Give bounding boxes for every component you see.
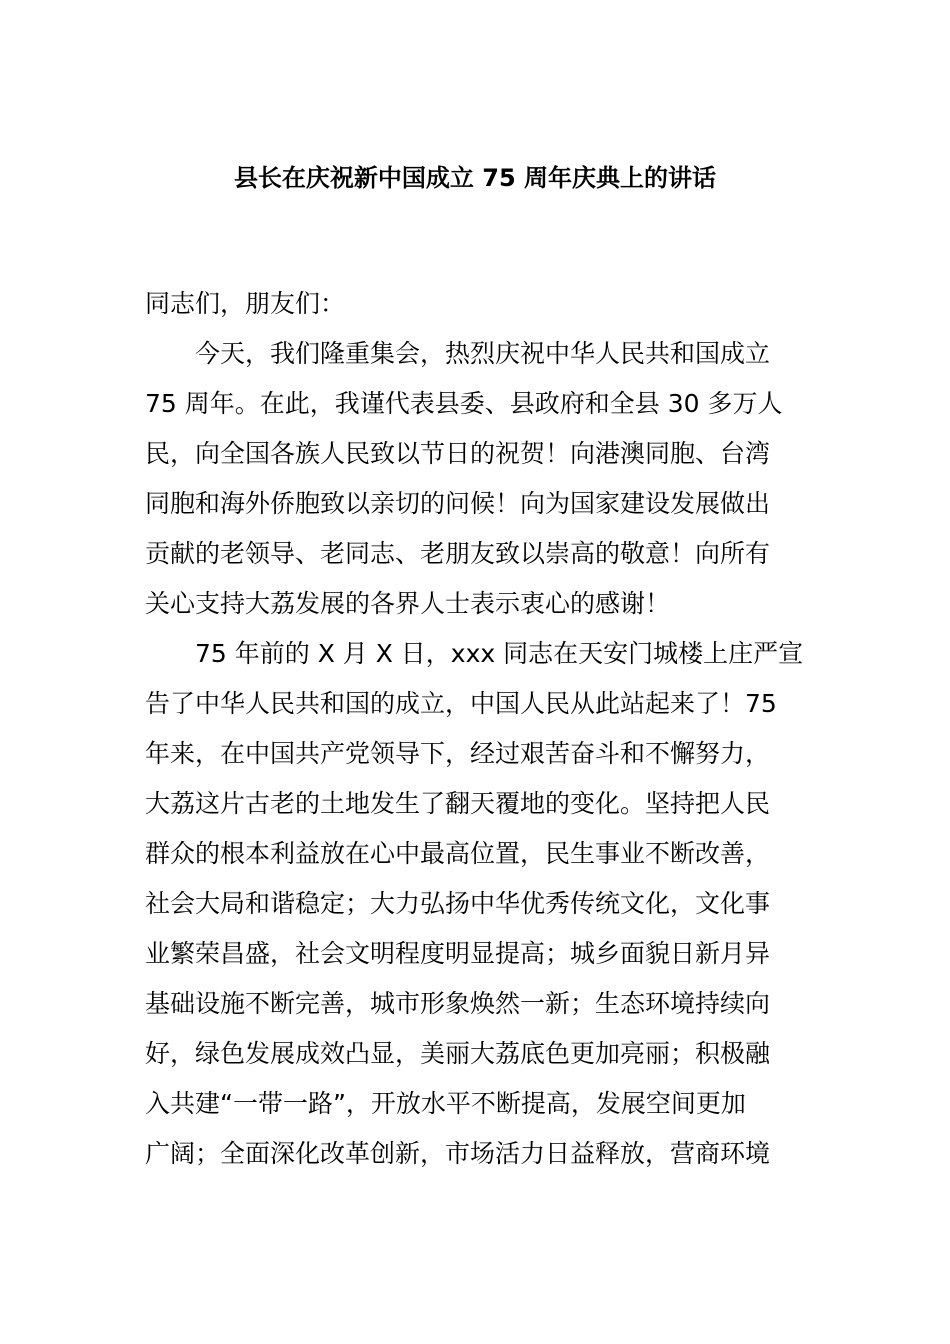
paragraph-line: 同胞和海外侨胞致以亲切的问候！向为国家建设发展做出 xyxy=(145,489,771,518)
paragraph-line: 好，绿色发展成效凸显，美丽大荔底色更加亮丽；积极融 xyxy=(145,1039,771,1068)
paragraph-line: 广阔；全面深化改革创新，市场活力日益释放，营商环境 xyxy=(145,1139,771,1168)
paragraph-line: 今天，我们隆重集会，热烈庆祝中华人民共和国成立 xyxy=(195,339,771,368)
document-title: 县长在庆祝新中国成立 75 周年庆典上的讲话 xyxy=(233,164,717,192)
paragraph-line: 贡献的老领导、老同志、老朋友致以崇高的敬意！向所有 xyxy=(145,539,771,568)
paragraph-line: 基础设施不断完善，城市形象焕然一新；生态环境持续向 xyxy=(145,989,771,1018)
paragraph-1 xyxy=(145,329,807,629)
paragraph-line: 关心支持大荔发展的各界人士表示衷心的感谢！ xyxy=(145,589,671,618)
document-body xyxy=(145,279,807,1179)
paragraph-line: 大荔这片古老的土地发生了翻天覆地的变化。坚持把人民 xyxy=(145,789,771,818)
paragraph-line: 群众的根本利益放在心中最高位置，民生事业不断改善， xyxy=(145,839,771,868)
paragraph-line: 年来，在中国共产党领导下，经过艰苦奋斗和不懈努力， xyxy=(145,739,771,768)
paragraph-line: 业繁荣昌盛，社会文明程度明显提高；城乡面貌日新月异 xyxy=(145,939,771,968)
paragraph-line: 告了中华人民共和国的成立，中国人民从此站起来了！75 xyxy=(145,689,777,718)
paragraph-line: 75 周年。在此，我谨代表县委、县政府和全县 30 多万人 xyxy=(145,389,783,418)
paragraph-line: 75 年前的 X 月 X 日，xxx 同志在天安门城楼上庄严宣 xyxy=(195,639,804,668)
paragraph-line: 入共建“一带一路”，开放水平不断提高，发展空间更加 xyxy=(145,1089,746,1118)
salutation: 同志们，朋友们： xyxy=(145,289,346,318)
paragraph-line: 社会大局和谐稳定；大力弘扬中华优秀传统文化，文化事 xyxy=(145,889,771,918)
paragraph-2 xyxy=(145,629,807,1179)
paragraph-line: 民，向全国各族人民致以节日的祝贺！向港澳同胞、台湾 xyxy=(145,439,771,468)
